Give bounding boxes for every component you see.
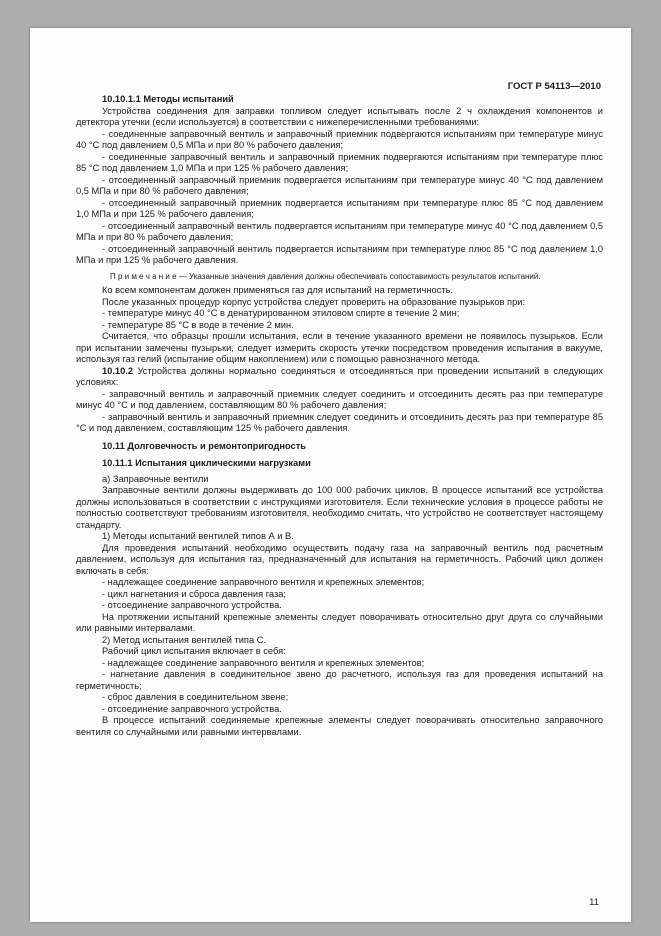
list-item: - температуре минус 40 °С в денатурированном этиловом спирте в течение 2 мин; [102, 308, 460, 319]
list-item: - заправочный вентиль и заправочный приемник следует соединить и отсоединить десять раз при температуре минус 40 °С и под давлением, составляющим 80 % рабочего давления; [76, 388, 603, 411]
list-item: - температуре 85 °С в воде в течение 2 мин. [102, 319, 294, 330]
paragraph: В процессе испытаний соединяемые крепежные элементы следует поворачивать относительно заправочного вентиля со случайными или равными интервалами. [76, 715, 603, 737]
list-item: - отсоединение заправочного устройства. [102, 600, 282, 611]
list-item: - отсоединенный заправочный приемник подвергается испытаниям при температуре плюс 85 °С под давлением 1,0 МПа и при 125 % рабочего давления; [76, 197, 603, 219]
paragraph: 1) Методы испытаний вентилей типов А и В. [102, 531, 294, 542]
document-header-title: ГОСТ Р 54113—2010 [507, 81, 601, 92]
section-heading: 10.11 Долговечность и ремонтопригодность [102, 440, 306, 451]
paragraph: Рабочий цикл испытания включает в себя: [102, 646, 286, 657]
list-item: - цикл нагнетания и сброса давления газа; [102, 588, 286, 599]
list-item: - отсоединенный заправочный приемник подвергается испытаниям при температуре минус 40 °С под давлением 0,5 МПа и при 80 % рабочего давления; [76, 174, 603, 196]
paragraph: 2) Метод испытания вентилей типа С. [102, 634, 267, 645]
list-item: - надлежащее соединение заправочного вентиля и крепежных элементов; [102, 657, 425, 668]
section-heading: 10.11.1 Испытания циклическими нагрузками [102, 458, 311, 469]
clause-number: 10.10.2 [102, 365, 134, 376]
list-item: - нагнетание давления в соединительное звено до расчетного, используя газ для проведения испытаний на герметичность; [76, 669, 603, 691]
list-item: - отсоединенный заправочный вентиль подвергается испытаниям при температуре плюс 85 °С под давлением 1,0 МПа и при 125 % рабочего давления. [76, 243, 603, 265]
list-item: - отсоединение заправочного устройства. [102, 703, 282, 714]
paragraph: Считается, что образцы прошли испытания, если в течение указанного времени не появилось пузырьков. Если при испытании замечены пузырьки, следует измерить скорость утечки посредством проведения испытания в вакууме, используя газ гелий (испытание общим накоплением) или с помощью равнозначного метода. [76, 331, 603, 365]
note-paragraph: П р и м е ч а н и е — Указанные значения давления должны обеспечивать сопоставимость результатов испытаний. [110, 271, 541, 281]
list-item: - сброс давления в соединительном звене; [102, 692, 289, 703]
list-item: - соединенные заправочный вентиль и заправочный приемник подвергаются испытаниям при температуре минус 40 °С под давлением 0,5 МПа и при 80 % рабочего давления; [76, 128, 603, 150]
page-content [76, 94, 603, 738]
page-number: 11 [589, 897, 599, 908]
list-item: - надлежащее соединение заправочного вентиля и крепежных элементов; [102, 577, 425, 588]
section-heading: 10.10.1.1 Методы испытаний [102, 94, 234, 104]
paragraph: На протяжении испытаний крепежные элементы следует поворачивать относительно друг друга со случайными или равными интервалами. [76, 611, 603, 634]
paragraph: Для проведения испытаний необходимо осуществить подачу газа на заправочный вентиль под расчетным давлением, используя для испытания газ, предназначенный для испытания на герметичность. Рабочий цикл должен включать в себя: [76, 542, 603, 576]
paragraph: 10.10.2 Устройства должны нормально соединяться и отсоединяться при проведении испытаний в следующих условиях: [76, 365, 603, 388]
paragraph: Заправочные вентили должны выдерживать до 100 000 рабочих циклов. В процессе испытаний все устройства должны использоваться в соответствии с инструкциями изготовителя. Если технические условия в процессе работы не полностью соответствуют требованиям изготовителя, необходимо считать, что устройство не соответствует настоящему стандарту. [76, 485, 603, 530]
list-item: - заправочный вентиль и заправочный приемник следует соединить и отсоединить десять раз при температуре 85 °С и под давлением, составляющим 125 % рабочего давления. [76, 411, 603, 434]
paragraph: Ко всем компонентам должен применяться газ для испытаний на герметичность. [102, 285, 454, 296]
paragraph: После указанных процедур корпус устройства следует проверить на образование пузырьков при: [102, 296, 526, 307]
list-item: - соединенные заправочный вентиль и заправочный приемник подвергаются испытаниям при температуре плюс 85 °С под давлением 1,0 МПа и при 125 % рабочего давления; [76, 151, 603, 173]
document-page [30, 28, 631, 922]
paragraph: а) Заправочные вентили [102, 473, 209, 484]
list-item: - отсоединенный заправочный вентиль подвергается испытаниям при температуре минус 40 °С под давлением 0,5 МПа и при 80 % рабочего давления; [76, 220, 603, 242]
paragraph: Устройства соединения для заправки топливом следует испытывать после 2 ч охлаждения компонентов и детектора утечки (если используется) в соответствии с нижеперечисленными требованиями: [76, 105, 603, 127]
